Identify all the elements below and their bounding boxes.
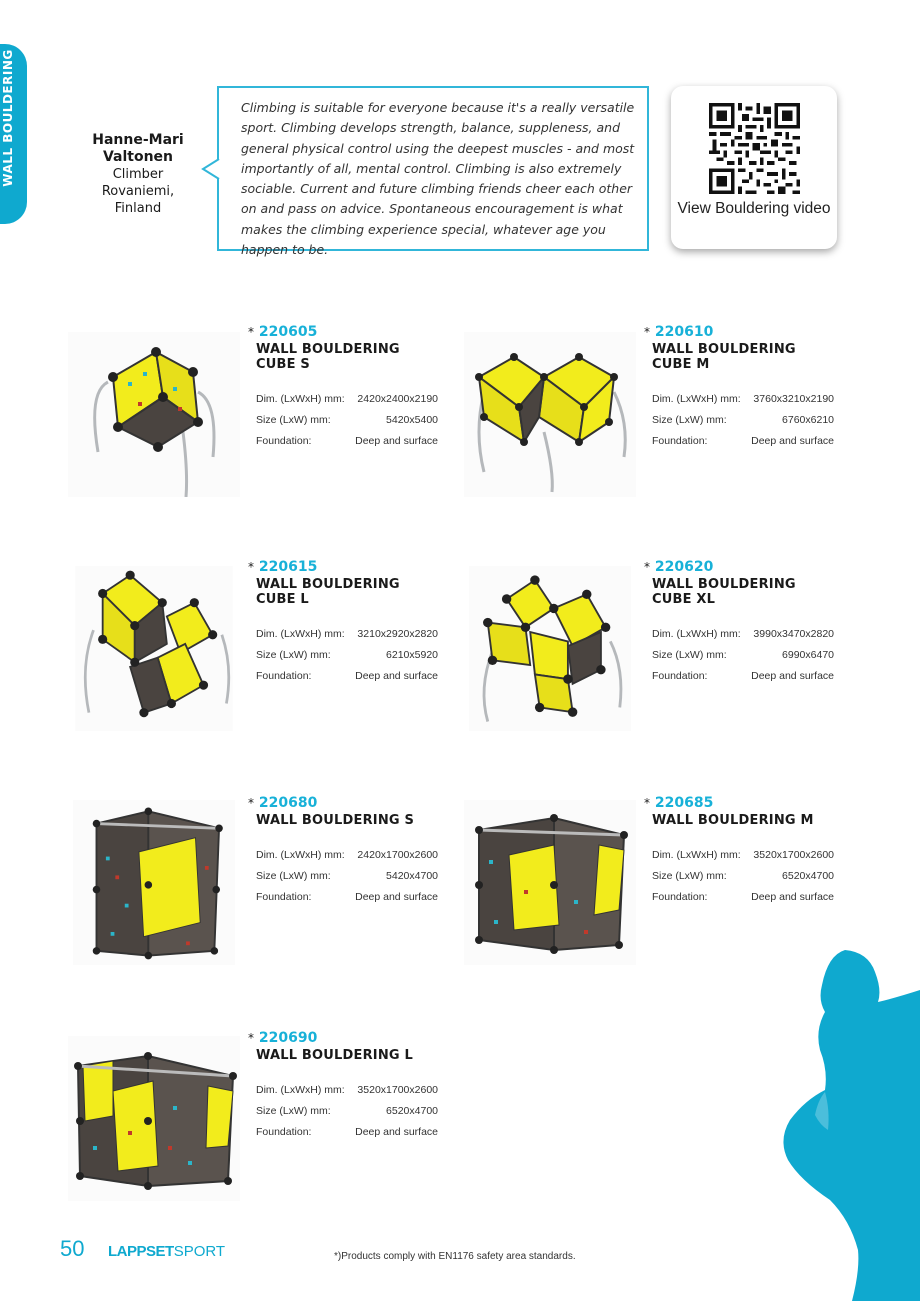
person-location: Rovaniemi, Finland (101, 184, 175, 216)
person-role: Climber (112, 167, 164, 182)
spec-size: Size (LxW) mm: 6760x6210 (652, 414, 834, 426)
person-name: Hanne-Mari Valtonen (92, 132, 184, 165)
spec-dim: Dim. (LxWxH) mm: 3990x3470x2820 (652, 628, 834, 640)
spec-size: Size (LxW) mm: 6990x6470 (652, 649, 834, 661)
product-name: WALL BOULDERING CUBE M (652, 342, 796, 372)
quote-pointer (201, 159, 221, 179)
product-220620 (644, 559, 834, 687)
product-code: * 220605 (248, 324, 318, 340)
product-code: * 220685 (644, 795, 714, 811)
product-220680 (248, 795, 438, 908)
brand-logo: LAPPSETSPORT (108, 1243, 226, 1260)
spec-dim: Dim. (LxWxH) mm: 2420x2400x2190 (256, 393, 438, 405)
product-code: * 220610 (644, 324, 714, 340)
page-number: 50 (60, 1236, 85, 1261)
product-image-220685 (464, 800, 636, 965)
spec-foundation: Foundation: Deep and surface (256, 435, 438, 447)
product-image-220690 (68, 1036, 240, 1201)
product-name: WALL BOULDERING M (652, 813, 814, 828)
product-image-220610 (464, 332, 636, 497)
qr-video-card[interactable] (671, 86, 837, 249)
spec-dim: Dim. (LxWxH) mm: 3520x1700x2600 (256, 1084, 438, 1096)
product-image-220615 (68, 566, 240, 731)
product-220690 (248, 1030, 438, 1143)
spec-size: Size (LxW) mm: 6520x4700 (652, 870, 834, 882)
product-name: WALL BOULDERING CUBE L (256, 577, 400, 607)
testimonial-person (78, 132, 198, 217)
product-code: * 220620 (644, 559, 714, 575)
product-image-220620 (464, 566, 636, 731)
product-220610 (644, 324, 834, 452)
section-tab-label: WALL BOULDERING (1, 49, 15, 187)
spec-foundation: Foundation: Deep and surface (256, 891, 438, 903)
spec-foundation: Foundation: Deep and surface (652, 670, 834, 682)
climber-silhouette (770, 950, 920, 1301)
spec-size: Size (LxW) mm: 5420x5400 (256, 414, 438, 426)
product-name: WALL BOULDERING L (256, 1048, 413, 1063)
spec-foundation: Foundation: Deep and surface (652, 891, 834, 903)
spec-dim: Dim. (LxWxH) mm: 3520x1700x2600 (652, 849, 834, 861)
spec-dim: Dim. (LxWxH) mm: 3760x3210x2190 (652, 393, 834, 405)
spec-size: Size (LxW) mm: 5420x4700 (256, 870, 438, 882)
spec-size: Size (LxW) mm: 6520x4700 (256, 1105, 438, 1117)
qr-code-icon[interactable] (709, 103, 800, 194)
spec-foundation: Foundation: Deep and surface (256, 1126, 438, 1138)
product-name: WALL BOULDERING CUBE S (256, 342, 400, 372)
spec-dim: Dim. (LxWxH) mm: 2420x1700x2600 (256, 849, 438, 861)
product-name: WALL BOULDERING CUBE XL (652, 577, 796, 607)
product-code: * 220680 (248, 795, 318, 811)
spec-size: Size (LxW) mm: 6210x5920 (256, 649, 438, 661)
spec-foundation: Foundation: Deep and surface (256, 670, 438, 682)
product-220605 (248, 324, 438, 452)
product-name: WALL BOULDERING S (256, 813, 415, 828)
spec-dim: Dim. (LxWxH) mm: 3210x2920x2820 (256, 628, 438, 640)
qr-label[interactable]: View Bouldering video (677, 200, 831, 217)
footnote: *)Products comply with EN1176 safety area standards. (334, 1251, 576, 1262)
spec-foundation: Foundation: Deep and surface (652, 435, 834, 447)
product-code: * 220690 (248, 1030, 318, 1046)
product-code: * 220615 (248, 559, 318, 575)
product-220615 (248, 559, 438, 687)
testimonial-quote: Climbing is suitable for everyone because it's a really versatile sport. Climbing develops strength, balance, suppleness, and general physical control using the deepest muscles - and most importantly of all, mental control. Climbing is also extremely sociable. Current and future climbing friends cheer each other on and pass on advice. Spontaneous encouragement is what makes the climbing experience special, whatever age you happen to be. (241, 100, 635, 258)
product-image-220605 (68, 332, 240, 497)
product-image-220680 (68, 800, 240, 965)
product-220685 (644, 795, 834, 908)
